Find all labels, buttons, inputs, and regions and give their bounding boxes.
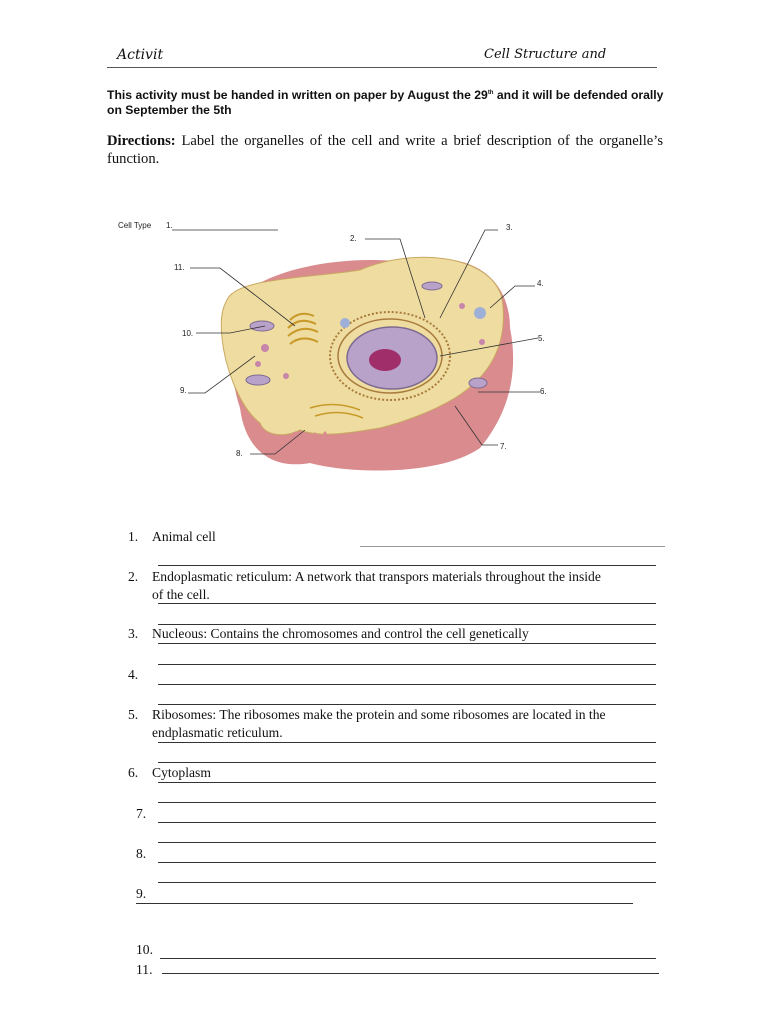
answer-number-9: 9. xyxy=(136,886,147,901)
diagram-label-11: 11. xyxy=(174,263,185,272)
answer-item-4 xyxy=(128,666,152,684)
answer-line-4b[interactable] xyxy=(158,704,656,705)
answer-number-3: 3. xyxy=(128,626,139,641)
diagram-label-6: 6. xyxy=(540,387,547,396)
answer-number-5: 5. xyxy=(128,707,139,722)
cell-type-caption: Cell Type xyxy=(118,221,152,230)
directions-text xyxy=(107,132,663,168)
answer-number-2: 2. xyxy=(128,569,139,584)
answer-line-7a[interactable] xyxy=(158,822,656,823)
answer-item-2-cont: of the cell. xyxy=(152,587,210,602)
answer-line-4a[interactable] xyxy=(158,684,656,685)
instruction-superscript: th xyxy=(487,90,494,96)
diagram-label-3: 3. xyxy=(506,223,513,232)
answer-item-3 xyxy=(128,625,529,643)
answer-line-5a[interactable] xyxy=(158,742,656,743)
diagram-label-2: 2. xyxy=(350,234,357,243)
answer-line-3a[interactable] xyxy=(158,643,656,644)
header-subject-title: Cell Structure and xyxy=(484,47,607,62)
answer-text-2: Endoplasmatic reticulum: A network that transpors materials throughout the inside xyxy=(152,569,601,584)
answer-text-6: Cytoplasm xyxy=(152,765,211,780)
answer-item-5-cont: endplasmatic reticulum. xyxy=(152,725,283,740)
answer-line-8a[interactable] xyxy=(158,862,656,863)
answer-item-11 xyxy=(136,961,153,979)
answer-line-11a[interactable] xyxy=(162,973,659,974)
answer-line-8b[interactable] xyxy=(158,882,656,883)
answer-number-10: 10. xyxy=(136,942,153,957)
answer-line-1b[interactable] xyxy=(158,565,656,566)
answer-line-6a[interactable] xyxy=(158,782,656,783)
directions-label: Directions: xyxy=(107,133,176,149)
answer-number-6: 6. xyxy=(128,765,139,780)
answer-number-7: 7. xyxy=(136,806,147,821)
answer-item-8 xyxy=(136,845,146,863)
header-activity-title: Activit xyxy=(117,47,164,63)
diagram-label-4: 4. xyxy=(537,279,544,288)
answer-line-9a[interactable] xyxy=(136,903,633,904)
answer-text-1: Animal cell xyxy=(152,529,216,544)
header-rule xyxy=(107,67,657,68)
diagram-label-1: 1. xyxy=(166,221,173,230)
answer-number-8: 8. xyxy=(136,846,147,861)
animal-cell-diagram xyxy=(110,208,580,498)
instruction-part-1: This activity must be handed in written on paper by August the 29 xyxy=(107,88,488,103)
answer-item-7 xyxy=(136,805,146,823)
answer-line-10a[interactable] xyxy=(160,958,656,959)
instruction-part-2: and it will be defended orally on September the 5th xyxy=(107,88,664,118)
answer-number-11: 11. xyxy=(136,962,153,977)
directions-body: Label the organelles of the cell and write a brief description of the organelle’s function. xyxy=(107,133,663,167)
answer-number-4: 4. xyxy=(128,667,139,682)
answer-text-3: Nucleous: Contains the chromosomes and control the cell genetically xyxy=(152,626,529,641)
instruction-text xyxy=(107,86,667,118)
answer-text-5: Ribosomes: The ribosomes make the protein and some ribosomes are located in the xyxy=(152,707,606,722)
answer-item-5 xyxy=(128,706,606,724)
diagram-label-5: 5. xyxy=(538,334,545,343)
answer-number-1: 1. xyxy=(128,529,139,544)
answer-line-6b[interactable] xyxy=(158,802,656,803)
nucleolus xyxy=(369,349,401,371)
answer-line-3b[interactable] xyxy=(158,664,656,665)
answer-line-7b[interactable] xyxy=(158,842,656,843)
diagram-label-7: 7. xyxy=(500,442,507,451)
diagram-label-8: 8. xyxy=(236,449,243,458)
answer-item-2 xyxy=(128,568,601,586)
answer-item-9 xyxy=(136,885,146,903)
answer-line-1a[interactable] xyxy=(360,546,665,547)
answer-line-2b[interactable] xyxy=(158,624,656,625)
answer-item-6 xyxy=(128,764,211,782)
diagram-label-10: 10. xyxy=(182,329,194,338)
answer-line-5b[interactable] xyxy=(158,762,656,763)
answer-line-2a[interactable] xyxy=(158,603,656,604)
answer-item-10 xyxy=(136,941,153,959)
diagram-label-9: 9. xyxy=(180,386,187,395)
answer-item-1 xyxy=(128,528,216,546)
